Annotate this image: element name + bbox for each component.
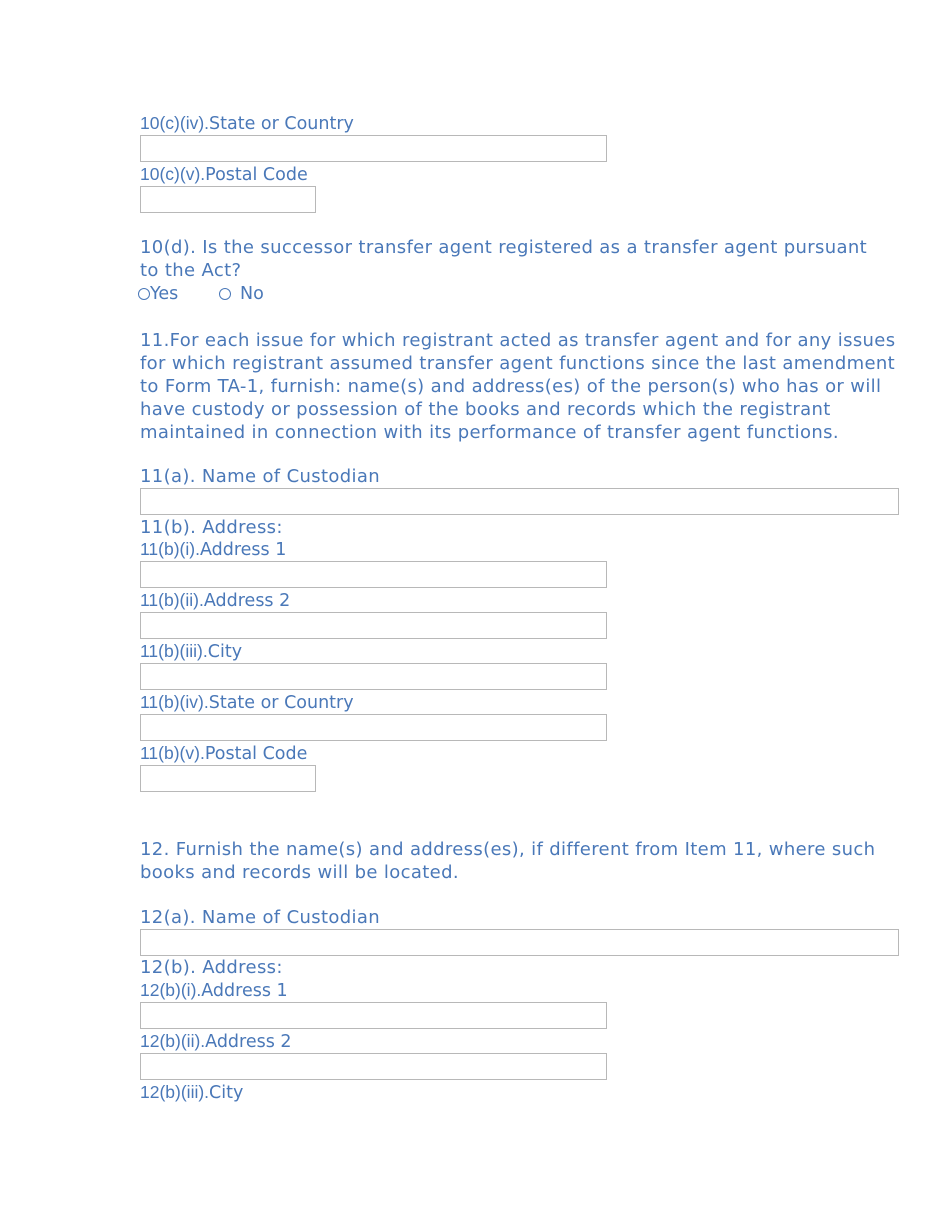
address1-label-12b: 12(b)(i).Address 1	[140, 980, 288, 1001]
address1-input-12b[interactable]	[140, 1002, 607, 1029]
question-11	[140, 329, 895, 444]
custodian-name-input-11a[interactable]	[140, 488, 899, 515]
registered-radio-group	[138, 283, 264, 305]
question-11-line: maintained in connection with its performance of transfer agent functions.	[140, 422, 839, 443]
address1-input-11b[interactable]	[140, 561, 607, 588]
radio-no-label: No	[239, 284, 264, 304]
city-input-11b[interactable]	[140, 663, 607, 690]
custodian-name-label-12a: 12(a). Name of Custodian	[140, 907, 381, 928]
address2-input-12b[interactable]	[140, 1053, 607, 1080]
address-heading-12b: 12(b). Address:	[140, 957, 283, 978]
state-country-label-11b: 11(b)(iv).State or Country	[140, 692, 354, 713]
postal-code-input-11b[interactable]	[140, 765, 316, 792]
question-11-line: have custody or possession of the books and records which the registrant	[140, 399, 831, 420]
postal-code-input-10c[interactable]	[140, 186, 316, 213]
question-11-line: to Form TA-1, furnish: name(s) and address(es) of the person(s) who has or will	[140, 376, 882, 397]
state-country-input-10c[interactable]	[140, 135, 607, 162]
question-12: 12. Furnish the name(s) and address(es), if different from Item 11, where such books and records will be located.	[140, 839, 876, 883]
radio-yes[interactable]	[138, 288, 150, 300]
address2-label-11b: 11(b)(ii).Address 2	[140, 590, 291, 611]
address1-label-11b: 11(b)(i).Address 1	[140, 539, 287, 560]
postal-code-label-11b: 11(b)(v).Postal Code	[140, 743, 308, 764]
state-country-label-10c: 10(c)(iv).State or Country	[140, 113, 354, 134]
address-heading-11b: 11(b). Address:	[140, 517, 283, 538]
custodian-name-label-11a: 11(a). Name of Custodian	[140, 466, 381, 487]
city-label-12b: 12(b)(iii).City	[140, 1082, 244, 1103]
postal-code-label-10c: 10(c)(v).Postal Code	[140, 164, 308, 185]
address2-input-11b[interactable]	[140, 612, 607, 639]
address2-label-12b: 12(b)(ii).Address 2	[140, 1031, 292, 1052]
question-10d: 10(d). Is the successor transfer agent registered as a transfer agent pursuant to the Act?	[140, 237, 868, 281]
question-11-line: for which registrant assumed transfer agent functions since the last amendment	[140, 353, 896, 374]
city-label-11b: 11(b)(iii).City	[140, 641, 243, 662]
radio-no[interactable]	[219, 288, 231, 300]
state-country-input-11b[interactable]	[140, 714, 607, 741]
custodian-name-input-12a[interactable]	[140, 929, 899, 956]
question-11-line: 11.For each issue for which registrant acted as transfer agent and for any issues	[140, 330, 896, 351]
radio-yes-label: Yes	[150, 284, 179, 304]
